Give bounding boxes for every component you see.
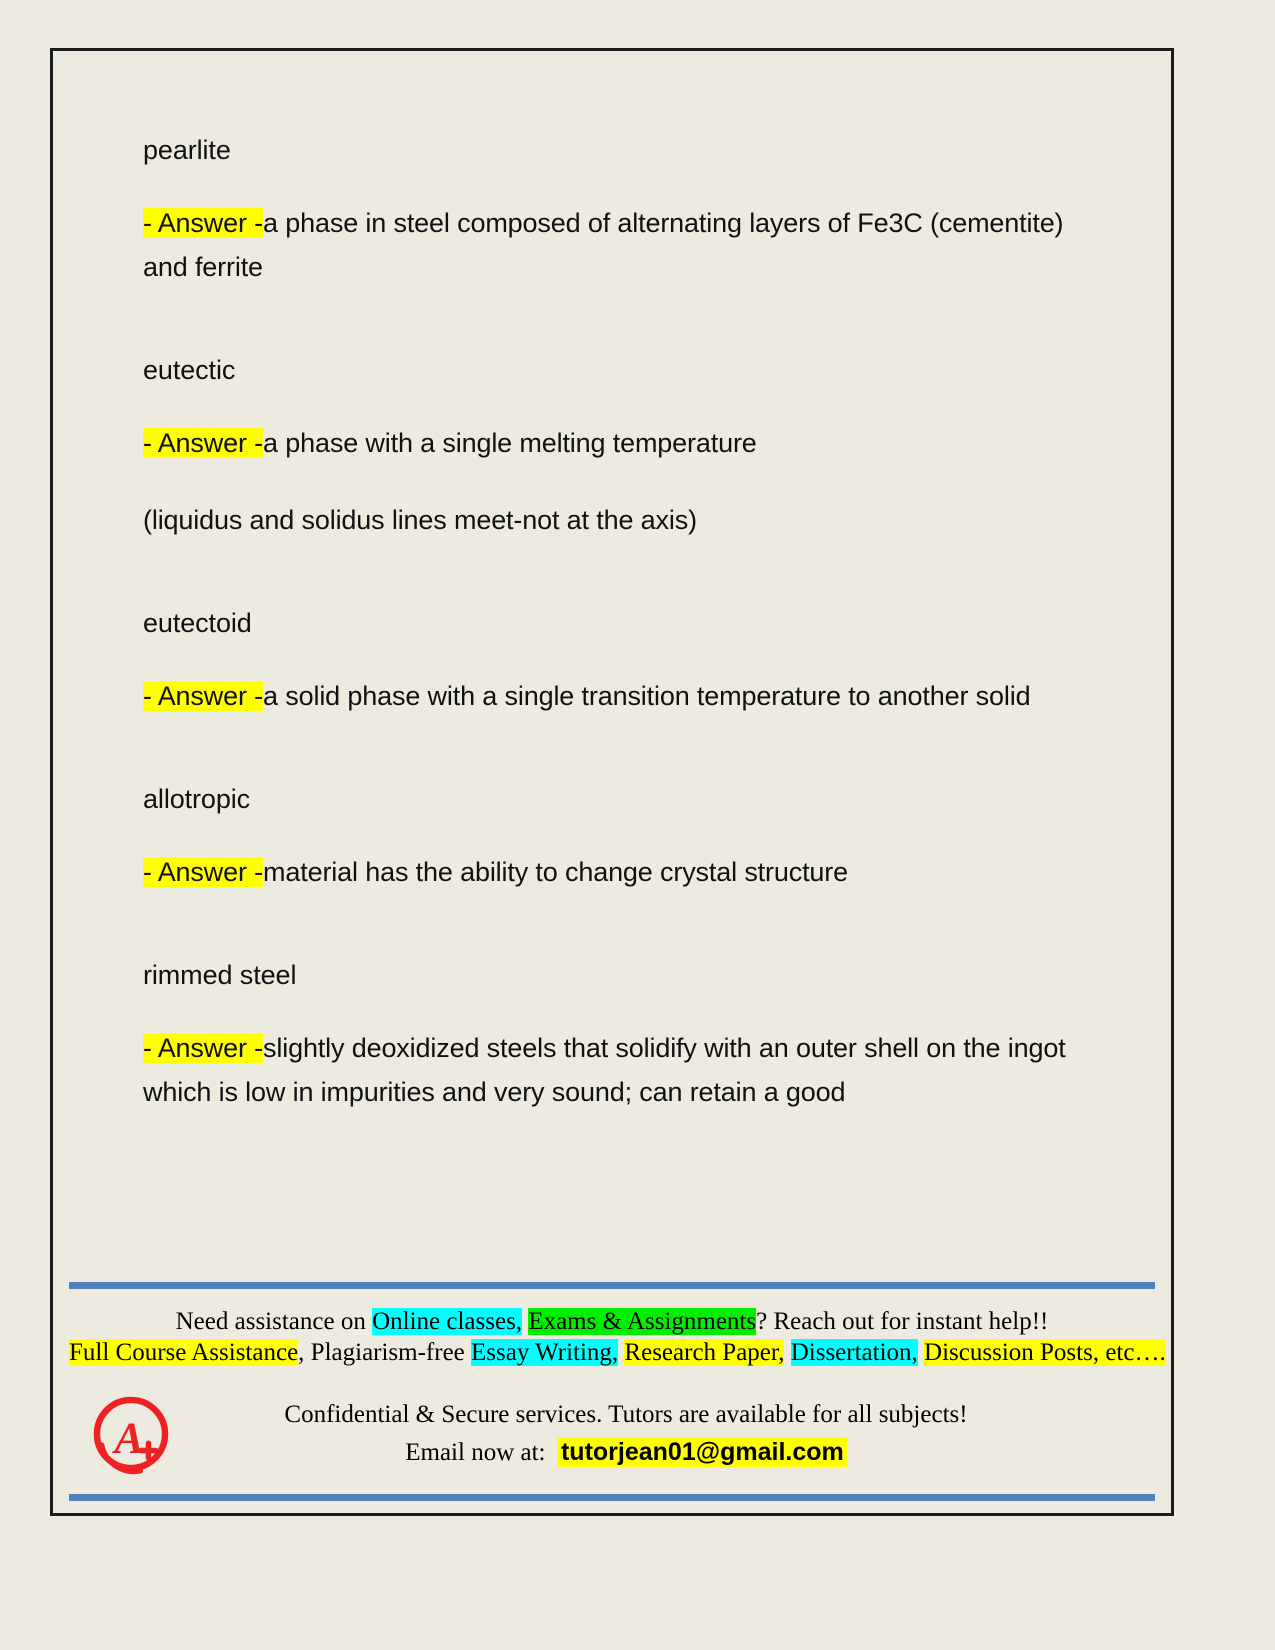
service-dissertation: Dissertation, (790, 1339, 918, 1366)
footer-highlight-online-classes: Online classes, (372, 1307, 523, 1335)
a-plus-grade-icon (85, 1388, 177, 1480)
qa-entry-eutectoid (143, 606, 1083, 719)
answer-marker: - Answer - (143, 208, 264, 239)
confidential-note: Confidential & Secure services. Tutors are available for all subjects! (284, 1401, 968, 1429)
answer-body: a phase with a single melting temperature (263, 427, 757, 458)
service-sep-1: , Plagiarism-free (298, 1339, 472, 1366)
answer-body: material has the ability to change crystal structure (263, 857, 849, 888)
answer-text (143, 675, 1083, 719)
answer-extra-text: (liquidus and solidus lines meet-not at the axis) (143, 505, 697, 536)
service-full-course-assistance: Full Course Assistance (69, 1339, 299, 1366)
qa-entry-allotropic (143, 782, 1083, 895)
footer-services (69, 1338, 1166, 1368)
footer-divider-top (69, 1282, 1155, 1289)
term-label: rimmed steel (143, 959, 297, 990)
answer-marker: - Answer - (143, 681, 264, 712)
service-discussion-posts: Discussion Posts, etc…. (924, 1339, 1166, 1366)
term-label: pearlite (143, 135, 231, 165)
a-plus-logo (75, 1388, 187, 1480)
term-label: eutectoid (143, 608, 252, 639)
footer-tagline-post: ? Reach out for instant help!! (756, 1307, 1049, 1335)
answer-marker: - Answer - (143, 857, 264, 888)
answer-text (143, 1027, 1083, 1114)
service-sep-3 (784, 1339, 790, 1366)
study-guide-content (143, 133, 1083, 1114)
svg-text:A: A (114, 1413, 144, 1463)
answer-body: a solid phase with a single transition temperature to another solid (263, 681, 1031, 712)
answer-text (143, 422, 1083, 466)
answer-marker: - Answer - (143, 1032, 264, 1063)
footer-contact-text (187, 1397, 1155, 1471)
email-address[interactable]: tutorjean01@gmail.com (558, 1437, 847, 1467)
footer-tagline (69, 1307, 1155, 1337)
email-prefix: Email now at: (405, 1438, 546, 1466)
term-label: allotropic (143, 783, 251, 814)
footer-highlight-exams-assignments: Exams & Assignments (528, 1307, 757, 1335)
document-page (50, 48, 1174, 1516)
service-essay-writing: Essay Writing, (471, 1339, 619, 1366)
qa-entry-rimmed-steel (143, 958, 1083, 1115)
answer-body: a phase in steel composed of alternating layers of Fe3C (cementite) and ferrite (143, 208, 1064, 282)
footer-advertisement (53, 1282, 1171, 1514)
qa-entry-pearlite (143, 133, 1083, 290)
footer-divider-bottom (69, 1494, 1155, 1501)
qa-entry-eutectic (143, 353, 1083, 544)
answer-text (143, 851, 1083, 895)
email-line (187, 1434, 1065, 1471)
footer-contact-row (69, 1388, 1155, 1480)
service-research-paper: Research Paper, (624, 1339, 785, 1366)
answer-body: slightly deoxidized steels that solidify with an outer shell on the ingot which is low in impurities and very sound; can retain a good (143, 1032, 1066, 1107)
answer-text (143, 202, 1083, 289)
term-label: eutectic (143, 354, 236, 385)
answer-marker: - Answer - (143, 427, 264, 458)
footer-tagline-pre: Need assistance on (175, 1307, 373, 1335)
